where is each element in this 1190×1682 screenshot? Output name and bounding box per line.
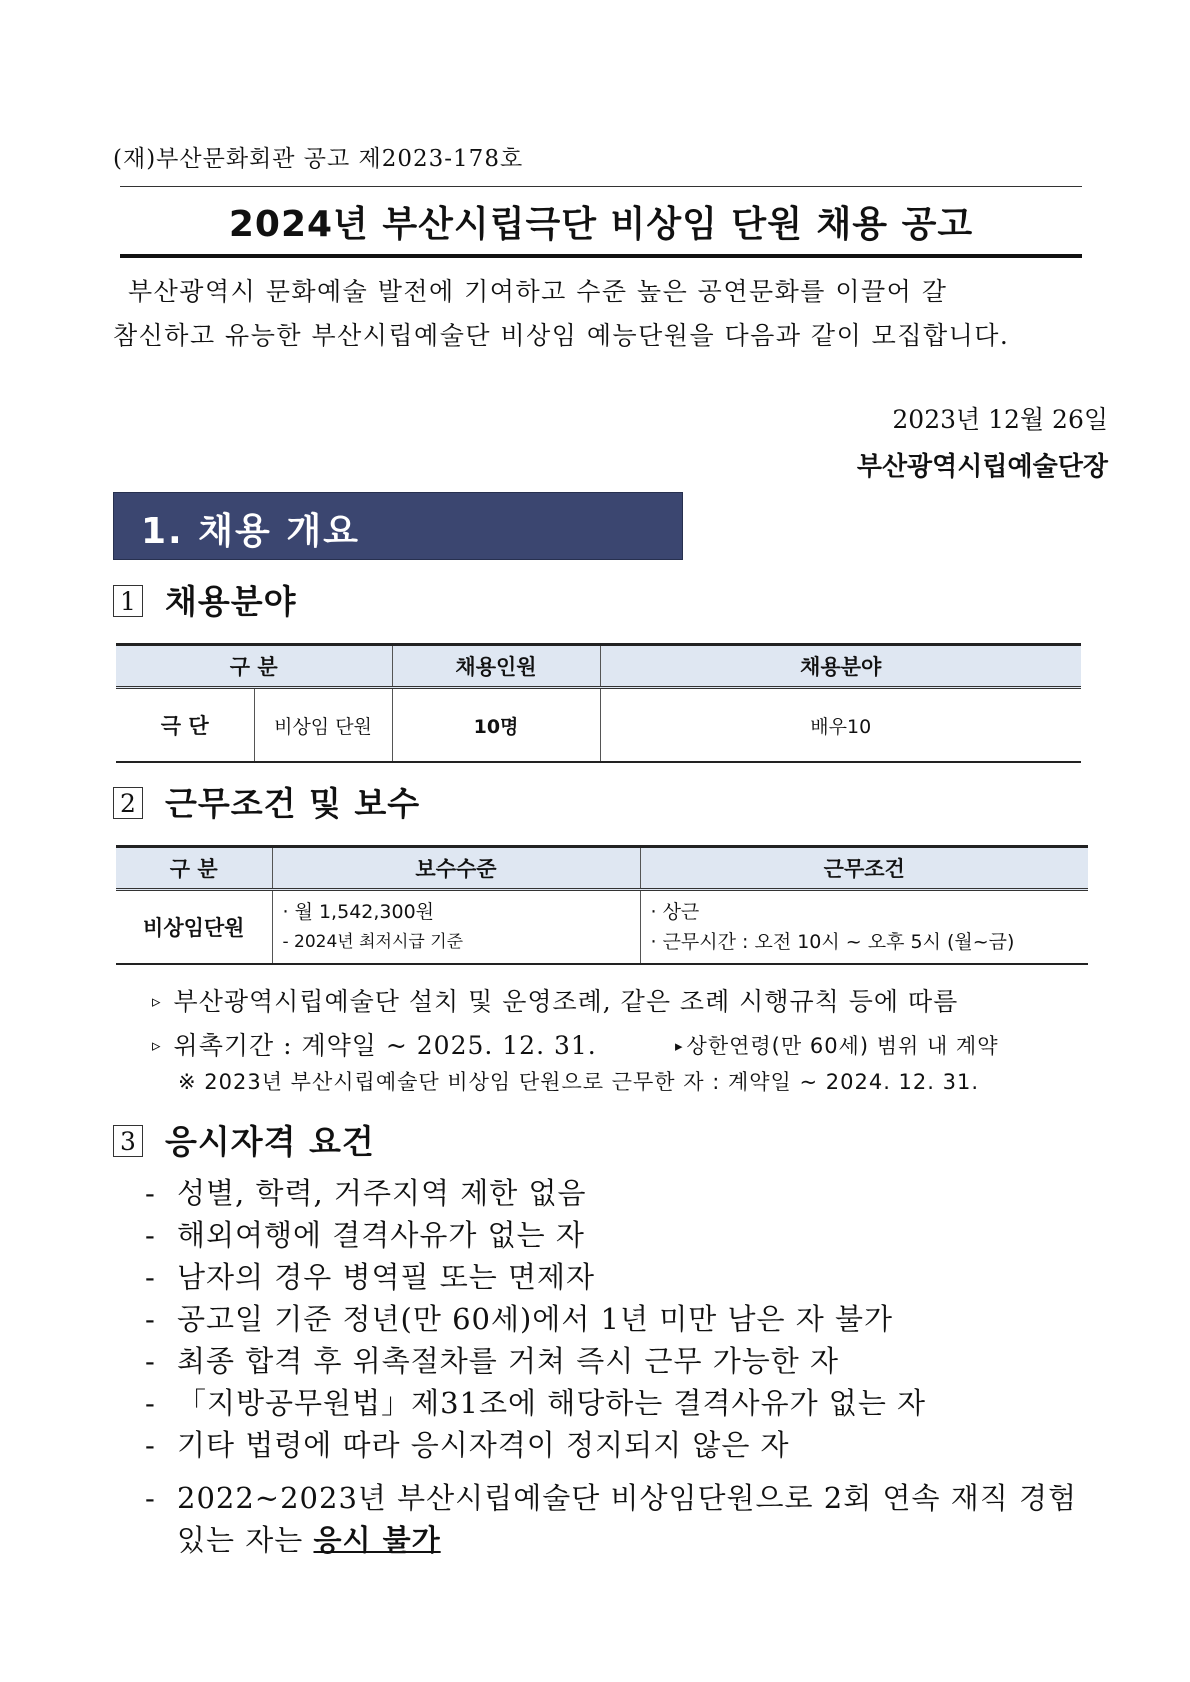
note-2023-members: ※ 2023년 부산시립예술단 비상임 단원으로 근무한 자 : 계약일 ~ 2024. 12. 31. (178, 1070, 980, 1094)
note-age-limit (675, 1030, 999, 1060)
table-cell-type: 비상임단원 (116, 890, 272, 965)
list-item-last: - 2022~2023년 부산시립예술단 비상임단원으로 2회 연속 재직 경험 (145, 1481, 1077, 1515)
table-cell-conditions (640, 890, 1088, 965)
subsection-title: 채용분야 (165, 582, 297, 621)
intro-line-2: 참신하고 유능한 부산시립예술단 비상임 예능단원을 다음과 같이 모집합니다. (113, 321, 1010, 350)
table-header-cell: 채용인원 (392, 645, 600, 688)
subsection-number-box: 1 (113, 585, 143, 617)
work-conditions-table (116, 845, 1088, 965)
triangle-bullet-icon: ▹ (152, 992, 162, 1012)
subsection-number-box: 2 (113, 787, 143, 819)
table-row (116, 890, 1088, 965)
table-cell-field: 배우10 (810, 715, 872, 738)
note-text: 위촉기간 : 계약일 ~ 2025. 12. 31. (173, 1031, 597, 1060)
triangle-bullet-icon: ▹ (152, 1036, 162, 1056)
list-item: - 남자의 경우 병역필 또는 면제자 (145, 1260, 596, 1294)
list-item: - 성별, 학력, 거주지역 제한 없음 (145, 1176, 587, 1210)
table-header-cell: 구 분 (116, 847, 272, 890)
title-divider (120, 254, 1082, 258)
list-item: - 기타 법령에 따라 응시자격이 정지되지 않은 자 (145, 1428, 790, 1462)
recruit-field-table (116, 643, 1081, 763)
note-term (152, 1026, 597, 1062)
subsection-number-box: 3 (113, 1125, 143, 1157)
subsection-title: 응시자격 요건 (165, 1122, 375, 1161)
pay-line: · 월 1,542,300원 (282, 901, 435, 923)
table-cell-type: 비상임 단원 (254, 688, 392, 763)
table-cell-count: 10명 (392, 688, 600, 763)
table-header-cell: 보수수준 (272, 847, 640, 890)
table-header-row (116, 847, 1088, 890)
list-item: - 「지방공무원법」제31조에 해당하는 결격사유가 없는 자 (145, 1386, 927, 1420)
page-title: 2024년 부산시립극단 비상임 단원 채용 공고 (228, 204, 974, 245)
intro-line-1: 부산광역시 문화예술 발전에 기여하고 수준 높은 공연문화를 이끌어 갈 (128, 277, 948, 306)
notice-date: 2023년 12월 26일 (892, 405, 1108, 434)
subsection-title: 근무조건 및 보수 (165, 784, 421, 823)
section-header-overview (113, 492, 683, 560)
list-item-last-continued: 있는 자는 응시 불가 (177, 1523, 441, 1557)
eligibility-list (145, 1172, 926, 1466)
note-text: 부산광역시립예술단 설치 및 운영조례, 같은 조례 시행규칙 등에 따름 (173, 987, 959, 1016)
table-cell-group: 극 단 (116, 688, 254, 763)
condition-line: · 상근 (650, 901, 700, 923)
note-ordinance (152, 982, 958, 1018)
signer: 부산광역시립예술단장 (856, 452, 1108, 482)
notice-number: (재)부산문화회관 공고 제2023-178호 (113, 146, 524, 172)
table-header-cell: 근무조건 (640, 847, 1088, 890)
list-item: - 해외여행에 결격사유가 없는 자 (145, 1218, 585, 1252)
arrow-bullet-icon: ▸ (675, 1037, 684, 1055)
list-item: - 최종 합격 후 위촉절차를 거쳐 즉시 근무 가능한 자 (145, 1344, 840, 1378)
section-title: 1. 채용 개요 (141, 511, 360, 552)
condition-line: · 근무시간 : 오전 10시 ~ 오후 5시 (월~금) (650, 931, 1015, 953)
list-item: - 공고일 기준 정년(만 60세)에서 1년 미만 남은 자 불가 (145, 1302, 893, 1336)
top-divider (120, 186, 1082, 187)
table-cell-pay (272, 890, 640, 965)
pay-line: - 2024년 최저시급 기준 (282, 932, 464, 952)
table-header-cell: 채용분야 (600, 645, 1081, 688)
table-header-row (116, 645, 1081, 688)
table-row (116, 688, 1081, 763)
table-header-cell: 구 분 (116, 645, 392, 688)
note-text: 상한연령(만 60세) 범위 내 계약 (686, 1034, 999, 1058)
emphasis-not-eligible: 응시 불가 (313, 1523, 441, 1557)
